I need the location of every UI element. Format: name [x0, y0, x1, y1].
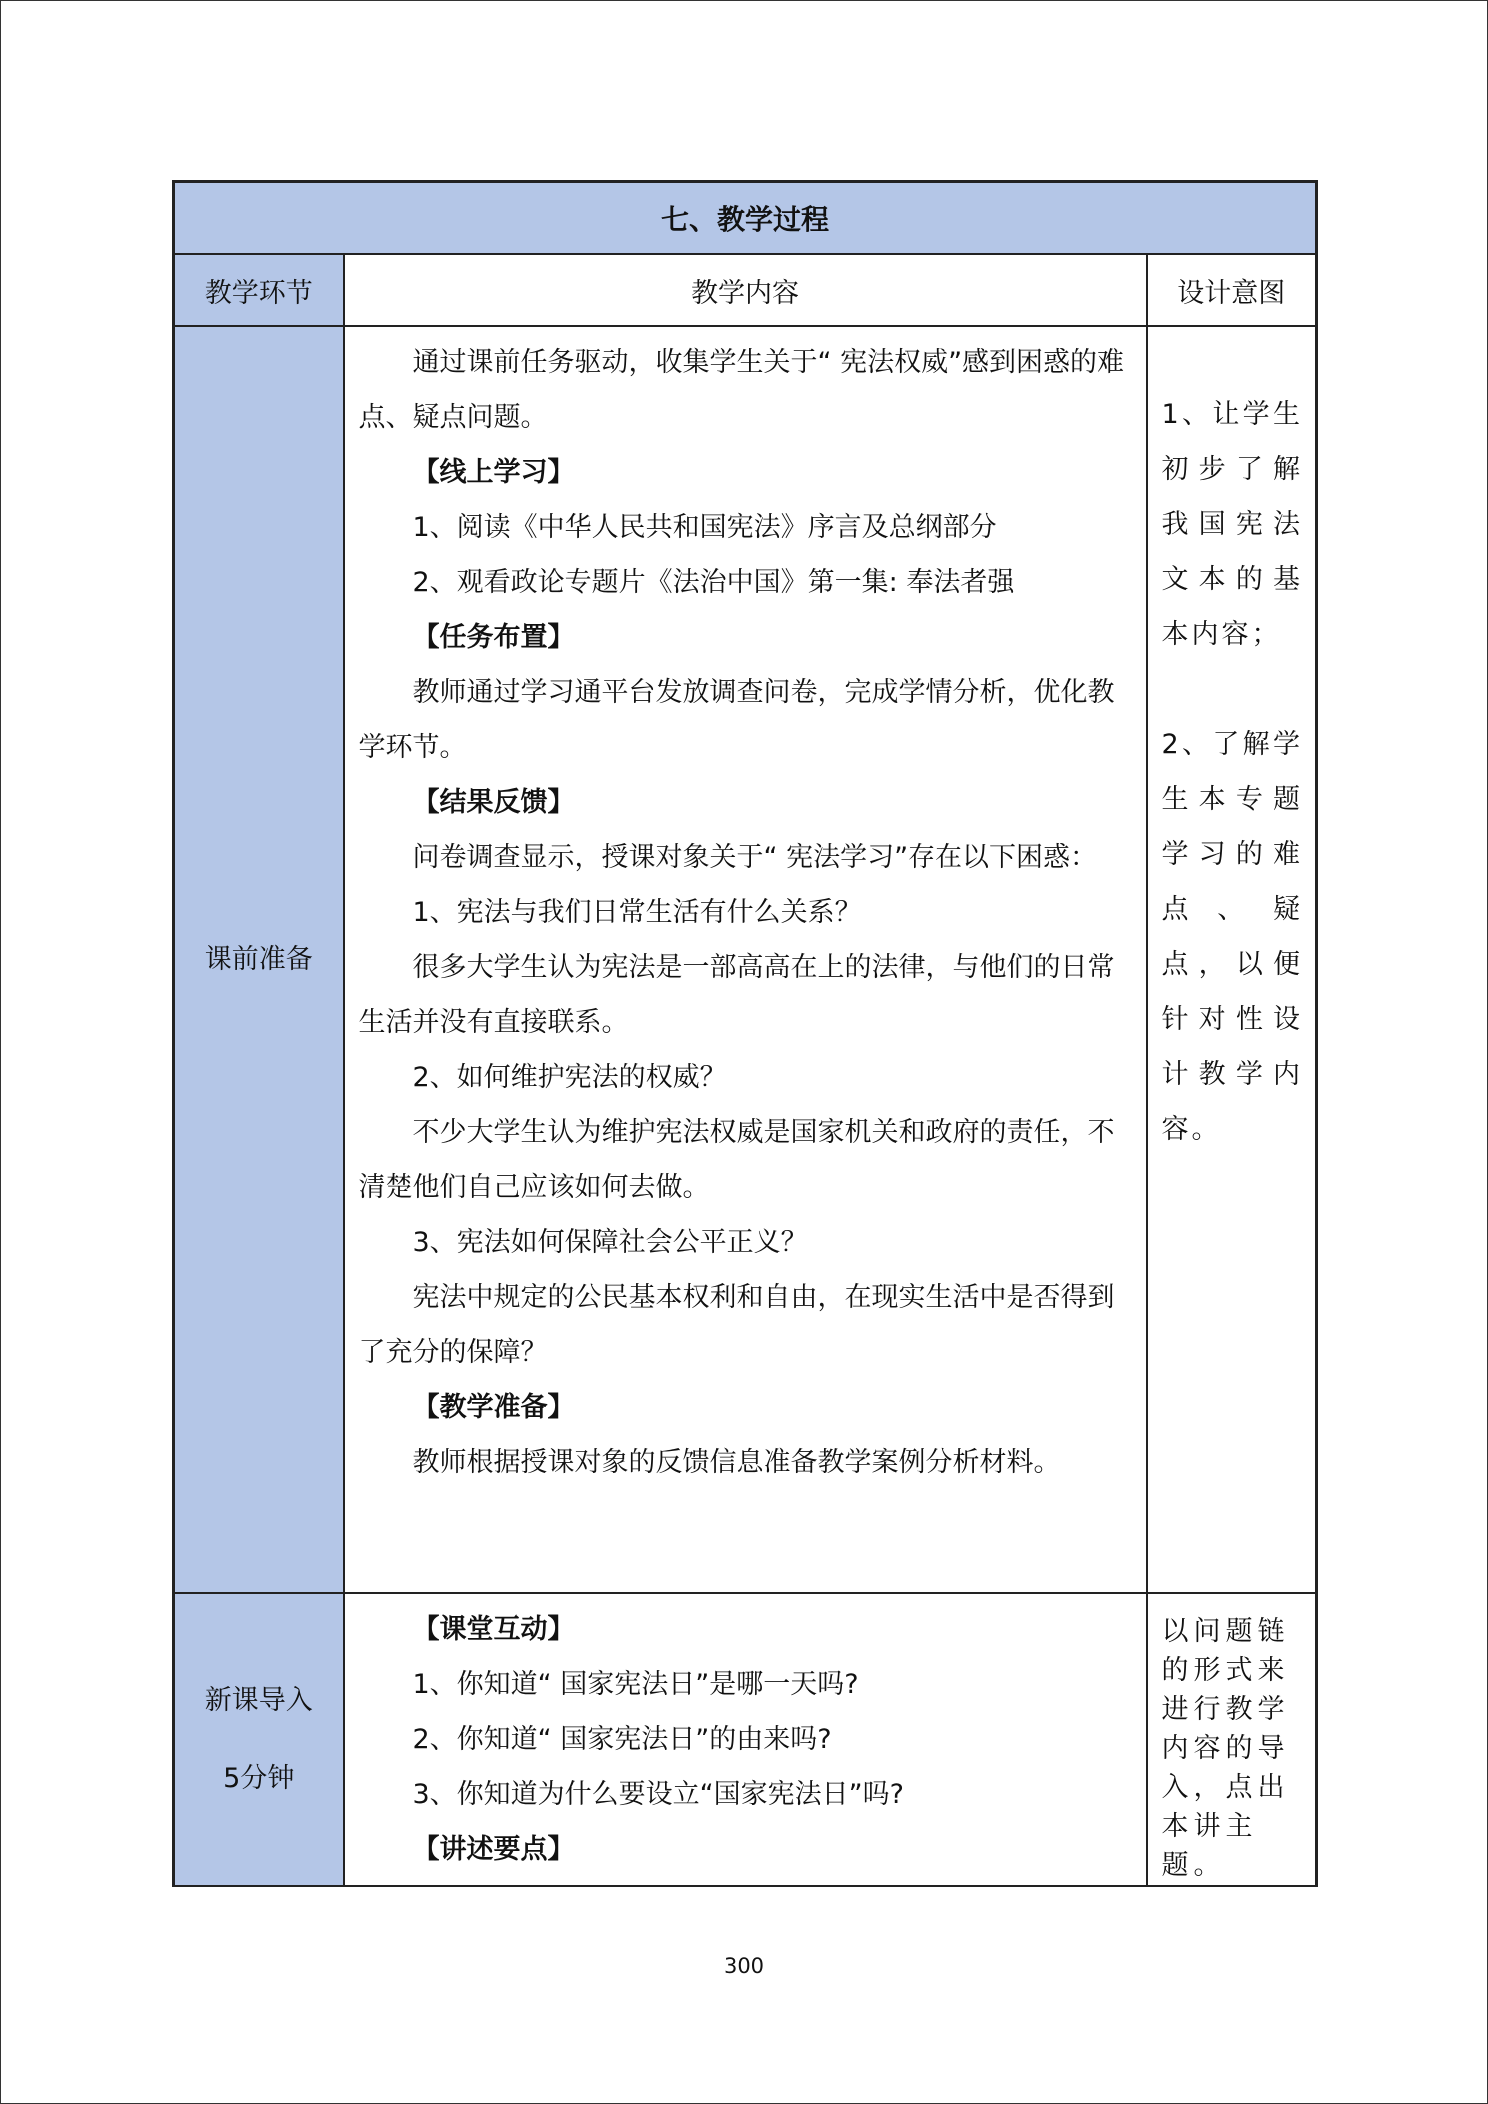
section-heading-interact: 【课堂互动】	[412, 1614, 575, 1645]
section-heading-task: 【任务布置】	[412, 622, 575, 653]
question-2: 2、如何维护宪法的权威？	[412, 1062, 727, 1093]
header-intent: 设计意图	[1147, 254, 1317, 326]
section-heading-feedback: 【结果反馈】	[412, 787, 575, 818]
prep-text: 教师根据授课对象的反馈信息准备教学案例分析材料。	[412, 1447, 1061, 1478]
interact-item-3: 3、你知道为什么要设立“国家宪法日”吗?	[412, 1779, 904, 1810]
header-row	[174, 254, 1317, 326]
task-text: 教师通过学习通平台发放调查问卷，完成学情分析，优化教学环节。	[358, 677, 1115, 763]
online-item-2: 2、观看政论专题片《法治中国》第一集: 奉法者强	[412, 567, 1015, 598]
answer-1: 很多大学生认为宪法是一部高高在上的法律，与他们的日常生活并没有直接联系。	[358, 952, 1115, 1038]
header-content: 教学内容	[344, 254, 1147, 326]
stage-label-prep: 课前准备	[174, 326, 344, 1593]
question-3: 3、宪法如何保障社会公平正义？	[412, 1227, 808, 1258]
content-cell-intro	[344, 1593, 1147, 1886]
section-heading-online: 【线上学习】	[412, 457, 575, 488]
content-cell-prep	[344, 326, 1147, 1593]
teaching-process-table	[172, 180, 1318, 1887]
table-row	[174, 1593, 1317, 1886]
answer-2: 不少大学生认为维护宪法权威是国家机关和政府的责任，不清楚他们自己应该如何去做。	[358, 1117, 1115, 1203]
intro-label: 新课导入	[204, 1684, 313, 1716]
stage-label-intro	[174, 1593, 344, 1886]
interact-item-1: 1、你知道“ 国家宪法日”是哪一天吗?	[412, 1669, 859, 1700]
intent-cell-intro	[1147, 1593, 1317, 1886]
intro-duration: 5分钟	[223, 1762, 295, 1794]
question-1: 1、宪法与我们日常生活有什么关系？	[412, 897, 862, 928]
section-heading-prep: 【教学准备】	[412, 1392, 575, 1423]
prep-intro-text: 通过课前任务驱动，收集学生关于“ 宪法权威”感到困惑的难点、疑点问题。	[358, 347, 1125, 433]
section-heading-points: 【讲述要点】	[412, 1834, 575, 1865]
online-item-1: 1、阅读《中华人民共和国宪法》序言及总纲部分	[412, 512, 997, 543]
intent-text-2: 2、了解学生本专题学习的难点、疑点，以便针对性设计教学内容。	[1161, 729, 1304, 1145]
intent-cell-prep	[1147, 326, 1317, 1593]
feedback-text: 问卷调查显示，授课对象关于“ 宪法学习”存在以下困惑：	[412, 842, 1098, 873]
title-row	[174, 182, 1317, 255]
table-title: 七、教学过程	[174, 182, 1317, 255]
page-number: 300	[723, 1954, 765, 1978]
interact-item-2: 2、你知道“ 国家宪法日”的由来吗?	[412, 1724, 832, 1755]
answer-3: 宪法中规定的公民基本权利和自由，在现实生活中是否得到了充分的保障？	[358, 1282, 1115, 1368]
intro-intent-text: 以问题链的形式来进行教学内容的导入，点出本讲主题。	[1161, 1616, 1290, 1881]
header-stage: 教学环节	[174, 254, 344, 326]
table-row	[174, 326, 1317, 1593]
intent-text-1: 1、让学生初步了解我国宪法文本的基本内容；	[1161, 399, 1304, 650]
